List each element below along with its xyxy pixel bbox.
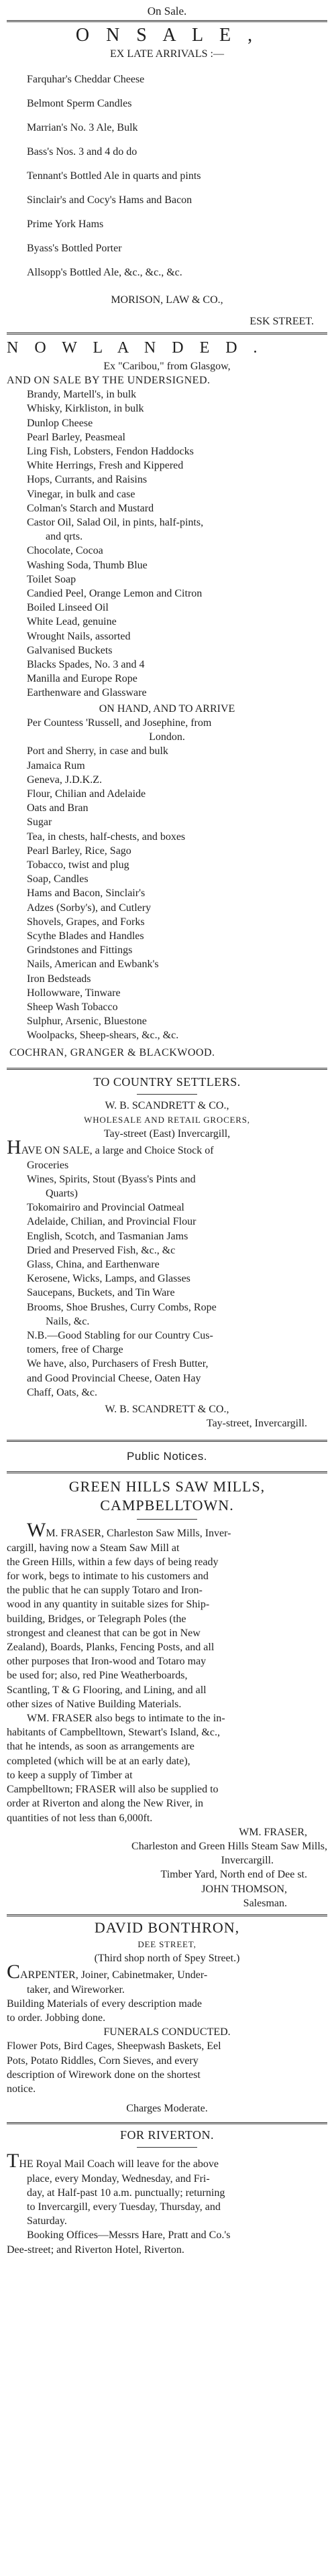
settlers-sigaddr: Tay-street, Invercargill.	[206, 1418, 307, 1430]
settlers-firm: W. B. SCANDRETT & CO.,	[105, 1099, 229, 1111]
settlers-sig: W. B. SCANDRETT & CO.,	[105, 1404, 229, 1416]
list-item: Dunlop Cheese	[27, 417, 93, 429]
text-line: to order. Jobbing done.	[7, 2012, 106, 2024]
list-item: Glass, China, and Earthenware	[27, 1259, 160, 1270]
text-line: Scantling, T & G Flooring, and Lining, and all	[7, 1684, 207, 1696]
list-item: Nails, American and Ewbank's	[27, 959, 159, 971]
list-item: Sugar	[27, 816, 52, 829]
list-item: Sulphur, Arsenic, Bluestone	[27, 1016, 147, 1028]
text-line: description of Wirework done on the shortest	[7, 2069, 201, 2081]
text-line: completed (which will be at an early date),	[7, 1755, 190, 1767]
nowlanded-firm: COCHRAN, GRANGER & BLACKWOOD.	[9, 1046, 215, 1058]
riverton-offices	[7, 2228, 327, 2256]
text-line: day, at Half-past 10 a.m. punctually; returning	[27, 2187, 225, 2199]
list-item: Wrought Nails, assorted	[27, 630, 131, 642]
list-item: Iron Bedsteads	[27, 973, 91, 985]
nowlanded-title: N O W L A N D E D .	[7, 339, 264, 357]
list-item: Ling Fish, Lobsters, Fendon Haddocks	[27, 446, 194, 458]
text-line: taker, and Wireworker.	[27, 1983, 125, 1996]
list-item: Byass's Bottled Porter	[27, 243, 122, 255]
list-item: Candied Peel, Orange Lemon and Citron	[27, 588, 203, 600]
text-line: Zealand), Boards, Planks, Fencing Posts, and all	[7, 1642, 215, 1654]
onsale-header: On Sale.	[147, 5, 187, 17]
text-line: be used for; also, red Pine Weatherboards,	[7, 1670, 188, 1682]
list-item: White Herrings, Fresh and Kippered	[27, 460, 184, 472]
text-line: wood in any quantity in suitable sizes for Ship-	[7, 1599, 210, 1611]
list-item: Shovels, Grapes, and Forks	[27, 916, 145, 928]
list-item: Kerosene, Wicks, Lamps, and Glasses	[27, 1273, 190, 1285]
text-line: that he intends, as soon as arrangements are	[7, 1741, 194, 1753]
sawmills-sig2: Charleston and Green Hills Steam Saw Mills,	[131, 1840, 327, 1852]
list-item: Jamaica Rum	[27, 759, 85, 772]
list-item: Earthenware and Glassware	[27, 687, 147, 699]
list-item: English, Scotch, and Tasmanian Jams	[27, 1230, 188, 1242]
text-line: Pots, Potato Riddles, Corn Sieves, and every	[7, 2054, 199, 2067]
list-item: Geneva, J.D.K.Z.	[27, 774, 102, 786]
riverton-title: FOR RIVERTON.	[119, 2128, 215, 2142]
list-item: Wines, Spirits, Stout (Byass's Pints and	[27, 1173, 196, 1185]
text-line: order at Riverton and along the New River, in	[7, 1798, 204, 1810]
list-item: Prime York Hams	[27, 219, 104, 231]
list-item: Pearl Barley, Peasmeal	[27, 431, 125, 443]
text-line: tomers, free of Charge	[27, 1344, 123, 1356]
settlers-addr: Tay-street (East) Invercargill,	[103, 1128, 231, 1140]
nowlanded-items2	[7, 744, 327, 1042]
list-item: Belmont Sperm Candles	[27, 98, 132, 110]
list-item: Toilet Soap	[27, 573, 76, 585]
text-line: Flower Pots, Bird Cages, Sheepwash Baskets, Eel	[7, 2040, 221, 2052]
sawmills-yard: Timber Yard, North end of Dee st.	[160, 1869, 307, 1881]
list-item: Woolpacks, Sheep-shears, &c., &c.	[27, 1030, 179, 1042]
nowlanded-per: Per Countess 'Russell, and Josephine, from	[27, 717, 212, 729]
riverton-section	[7, 2127, 327, 2256]
text-line: place, every Monday, Wednesday, and Fri-	[27, 2172, 210, 2185]
onsale-items	[7, 68, 327, 285]
text-line: the Green Hills, within a few days of being ready	[7, 1556, 219, 1568]
list-item: Colman's Starch and Mustard	[27, 502, 154, 514]
nowlanded-items	[7, 387, 327, 700]
text-line: Chaff, Oats, &c.	[27, 1386, 98, 1398]
list-item: and qrts.	[46, 531, 83, 543]
notices-title: Public Notices.	[127, 1450, 207, 1463]
onsale-subtitle: EX LATE ARRIVALS :—	[110, 48, 224, 60]
list-item: Vinegar, in bulk and case	[27, 488, 135, 500]
list-item: Adelaide, Chilian, and Provincial Flour	[27, 1216, 197, 1228]
list-item: Sheep Wash Tobacco	[27, 1001, 118, 1013]
list-item: Brandy, Martell's, in bulk	[27, 389, 137, 401]
bonthron-section	[7, 1918, 327, 2115]
list-item: Flour, Chilian and Adelaide	[27, 788, 146, 800]
list-item: Brooms, Shoe Brushes, Curry Combs, Rope	[27, 1301, 217, 1313]
text-line: habitants of Campbelltown, Stewart's Island, &c.,	[7, 1727, 220, 1739]
text-line: for work, begs to intimate to his customers and	[7, 1571, 209, 1583]
list-item: Dried and Preserved Fish, &c., &c	[27, 1244, 176, 1256]
settlers-title: TO COUNTRY SETTLERS.	[93, 1075, 241, 1089]
nowlanded-sale: AND ON SALE BY THE UNDERSIGNED.	[7, 375, 211, 387]
divider	[7, 1440, 327, 1442]
bonthron-body2	[7, 2039, 327, 2096]
text-line: CARPENTER, Joiner, Cabinetmaker, Under-	[7, 1961, 208, 1983]
list-item: Sinclair's and Cocy's Hams and Bacon	[27, 194, 192, 206]
list-item: Tennant's Bottled Ale in quarts and pints	[27, 170, 201, 182]
settlers-have: HAVE ON SALE, a large and Choice Stock of	[7, 1136, 214, 1159]
list-item: Port and Sherry, in case and bulk	[27, 745, 168, 757]
riverton-body	[7, 2150, 327, 2228]
text-line: to keep a supply of Timber at	[7, 1769, 133, 1781]
settlers-nb	[7, 1329, 327, 1400]
sawmills-section	[7, 1477, 327, 1910]
nowlanded-section	[7, 336, 327, 1060]
list-item: Hams and Bacon, Sinclair's	[27, 887, 146, 900]
nowlanded-ex: Ex "Caribou," from Glasgow,	[103, 360, 231, 372]
text-line: cargill, having now a Steam Saw Mill at	[7, 1542, 180, 1554]
list-item: Tobacco, twist and plug	[27, 859, 129, 871]
list-item: Manilla and Europe Rope	[27, 673, 137, 685]
sawmills-sig5: Salesman.	[243, 1897, 287, 1909]
list-item: Allsopp's Bottled Ale, &c., &c., &c.	[27, 267, 182, 279]
text-line: building, Bridges, or Telegraph Poles (the	[7, 1613, 186, 1625]
divider	[7, 332, 327, 334]
text-line: WM. FRASER also begs to intimate to the in-	[27, 1713, 225, 1725]
list-item: Quarts)	[46, 1187, 78, 1199]
bonthron-third: (Third shop north of Spey Street.)	[94, 1953, 240, 1965]
list-item: Farquhar's Cheddar Cheese	[27, 74, 145, 86]
list-item: Tokomairiro and Provincial Oatmeal	[27, 1202, 184, 1214]
bonthron-title: DAVID BONTHRON,	[94, 1918, 240, 1936]
list-item: Chocolate, Cocoa	[27, 545, 103, 557]
text-line: Building Materials of every description made	[7, 1998, 203, 2010]
list-item: Castor Oil, Salad Oil, in pints, half-pints,	[27, 517, 204, 529]
text-line: notice.	[7, 2083, 36, 2095]
divider	[7, 1914, 327, 1916]
bonthron-body	[7, 1961, 327, 2025]
settlers-grocers: WHOLESALE AND RETAIL GROCERS,	[84, 1114, 250, 1125]
sawmills-sig4: JOHN THOMSON,	[201, 1883, 287, 1895]
text-line: and Good Provincial Cheese, Oaten Hay	[27, 1372, 201, 1384]
text-line: WM. FRASER, Charleston Saw Mills, Inver-	[27, 1519, 231, 1542]
text-line: to Invercargill, every Tuesday, Thursday, and	[27, 2201, 221, 2213]
bonthron-funerals: FUNERALS CONDUCTED.	[103, 2026, 231, 2038]
divider	[7, 2122, 327, 2124]
sawmills-title: GREEN HILLS SAW MILLS,	[68, 1478, 266, 1495]
text-line: other sizes of Native Building Materials.	[7, 1698, 182, 1710]
text-line: strongest and cleanest that can be got in New	[7, 1627, 201, 1639]
divider	[137, 1519, 197, 1520]
text-line: We have, also, Purchasers of Fresh Butter,	[27, 1358, 209, 1370]
list-item: Soap, Candles	[27, 873, 89, 885]
list-item: Adzes (Sorby's), and Cutlery	[27, 902, 152, 914]
onsale-street: ESK STREET.	[249, 315, 314, 327]
list-item: Scythe Blades and Handles	[27, 930, 144, 942]
divider	[137, 2147, 197, 2148]
list-item: Blacks Spades, No. 3 and 4	[27, 659, 145, 671]
settlers-items	[7, 1172, 327, 1329]
list-item: Hops, Currants, and Raisins	[27, 474, 148, 486]
list-item: Whisky, Kirkliston, in bulk	[27, 403, 144, 415]
list-item: Washing Soda, Thumb Blue	[27, 559, 148, 571]
onsale-section	[7, 0, 327, 328]
bonthron-charges: Charges Moderate.	[126, 2103, 208, 2115]
list-item: White Lead, genuine	[27, 616, 117, 628]
settlers-section	[7, 1074, 327, 1431]
list-item: Galvanised Buckets	[27, 644, 113, 656]
list-item: Bass's Nos. 3 and 4 do do	[27, 146, 137, 158]
nowlanded-per2: London.	[149, 731, 185, 743]
list-item: Boiled Linseed Oil	[27, 602, 109, 614]
text-line: the public that he can supply Totaro and Iron-	[7, 1585, 203, 1597]
divider	[7, 1471, 327, 1473]
list-item: Oats and Bran	[27, 802, 89, 814]
list-item: Tea, in chests, half-chests, and boxes	[27, 831, 186, 843]
list-item: Nails, &c.	[46, 1315, 90, 1327]
text-line: Dee-street; and Riverton Hotel, Riverton.	[7, 2244, 184, 2256]
onsale-title: O N S A L E ,	[75, 25, 259, 46]
text-line: THE Royal Mail Coach will leave for the above	[7, 2150, 219, 2172]
settlers-have2: Groceries	[27, 1159, 69, 1171]
list-item: Marrian's No. 3 Ale, Bulk	[27, 122, 138, 134]
text-line: N.B.—Good Stabling for our Country Cus-	[27, 1330, 213, 1342]
sawmills-title2: CAMPBELLTOWN.	[100, 1497, 234, 1514]
nowlanded-arrive: ON HAND, AND TO ARRIVE	[99, 702, 235, 715]
divider	[137, 1094, 197, 1095]
text-line: other purposes that Iron-wood and Totaro may	[7, 1656, 207, 1668]
divider	[7, 1068, 327, 1070]
list-item: Grindstones and Fittings	[27, 944, 133, 957]
text-line: Saturday.	[27, 2215, 67, 2227]
onsale-firm: MORISON, LAW & CO.,	[111, 294, 223, 306]
divider	[7, 20, 327, 22]
sawmills-sig1: WM. FRASER,	[239, 1826, 307, 1838]
list-item: Saucepans, Buckets, and Tin Ware	[27, 1287, 175, 1299]
text-line: Booking Offices—Messrs Hare, Pratt and Co.'s	[27, 2229, 231, 2242]
sawmills-sig3: Invercargill.	[221, 1855, 274, 1867]
list-item: Pearl Barley, Rice, Sago	[27, 845, 131, 857]
list-item: Hollowware, Tinware	[27, 987, 121, 999]
bonthron-street: DEE STREET,	[137, 1939, 197, 1949]
text-line: quantities of not less than 6,000ft.	[7, 1812, 153, 1824]
sawmills-body	[7, 1519, 327, 1825]
text-line: Campbelltown; FRASER will also be supplied to	[7, 1784, 219, 1796]
